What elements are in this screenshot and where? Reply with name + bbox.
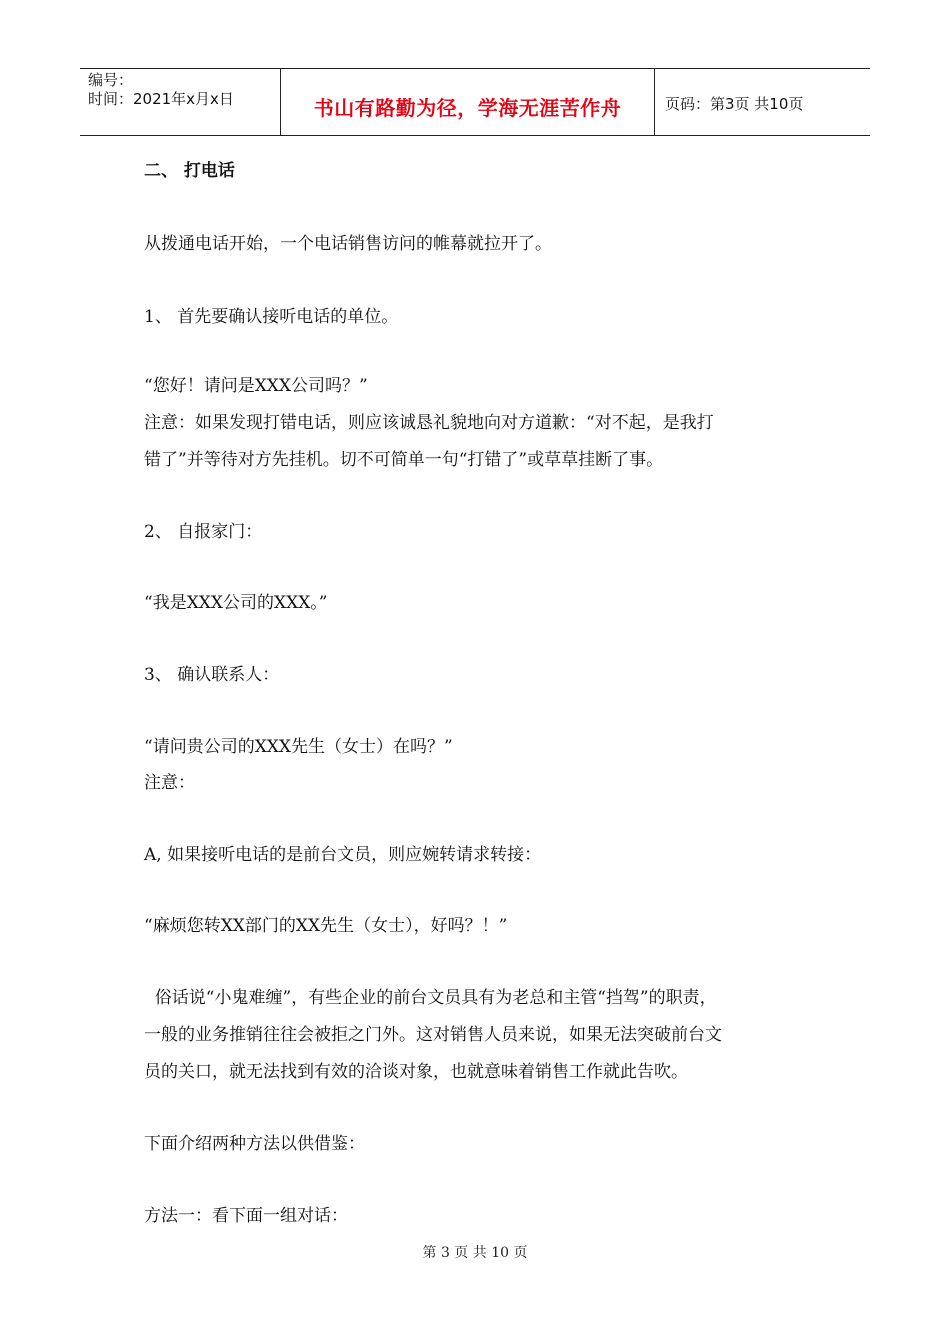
page-footer: 第 3 页 共 10 页: [422, 1245, 528, 1261]
section-heading: 二、 打电话: [144, 161, 235, 181]
header-number-label: 编号：: [88, 71, 134, 89]
header-motto: 书山有路勤为径，学海无涯苦作舟: [281, 69, 655, 135]
paragraph-1-line-1: 俗话说“小鬼难缠”，有些企业的前台文员具有为老总和主管“挡驾”的职责，: [144, 988, 717, 1008]
quote-4: “麻烦您转XX部门的XX先生（女士），好吗？！”: [144, 916, 508, 936]
quote-1: “您好！请问是XXX公司吗？”: [144, 376, 368, 396]
point-a: A, 如果接听电话的是前台文员，则应婉转请求转接：: [144, 845, 542, 865]
method-1: 方法一：看下面一组对话：: [144, 1206, 348, 1226]
header-page-info: 页码：第3页 共10页: [665, 94, 804, 113]
quote-3: “请问贵公司的XXX先生（女士）在吗？”: [144, 737, 453, 757]
note-1-line-2: 错了”并等待对方先挂机。切不可简单一句“打错了”或草草挂断了事。: [144, 450, 664, 470]
note-1-line-1: 注意：如果发现打错电话，则应该诚恳礼貌地向对方道歉：“对不起，是我打: [144, 413, 714, 433]
quote-2: “我是XXX公司的XXX。”: [144, 593, 328, 613]
page-header: [80, 68, 870, 136]
step-2: 2、 自报家门：: [144, 522, 263, 542]
paragraph-1-line-3: 员的关口，就无法找到有效的洽谈对象，也就意味着销售工作就此告吹。: [144, 1062, 688, 1082]
paragraph-1-line-2: 一般的业务推销往往会被拒之门外。这对销售人员来说，如果无法突破前台文: [144, 1025, 722, 1045]
header-time-label: 时间：2021年x月x日: [88, 90, 234, 108]
methods-intro: 下面介绍两种方法以供借鉴：: [144, 1134, 365, 1154]
step-1: 1、 首先要确认接听电话的单位。: [144, 307, 399, 327]
note-3: 注意：: [144, 773, 195, 793]
intro-paragraph: 从拨通电话开始，一个电话销售访问的帷幕就拉开了。: [144, 234, 552, 254]
header-meta: [80, 69, 281, 135]
step-3: 3、 确认联系人：: [144, 665, 280, 685]
